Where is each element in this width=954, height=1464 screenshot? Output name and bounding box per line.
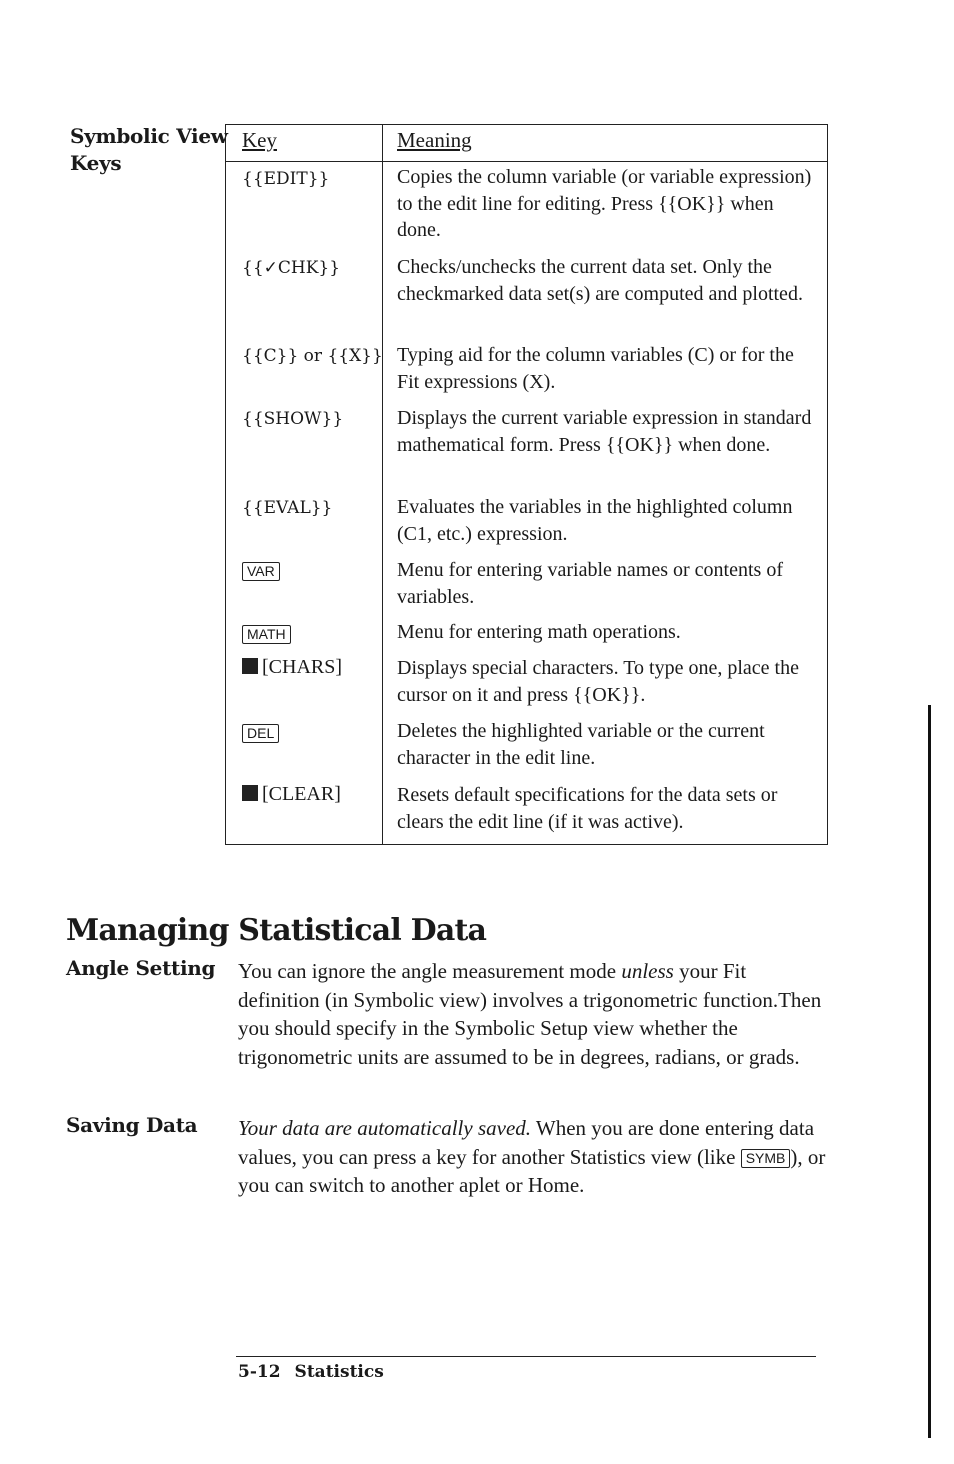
key-table [225, 124, 828, 845]
key-edit: {{EDIT}} [242, 169, 330, 189]
footer-rule [236, 1356, 816, 1357]
meaning-edit: Copies the column variable (or variable expression) to the edit line for editing. Press {{OK}} when done. [397, 166, 812, 241]
meaning-column-header: Meaning [397, 128, 472, 152]
meaning-c-or-x: Typing aid for the column variables (C) or for the Fit expressions (X). [397, 344, 794, 393]
key-chars [242, 654, 342, 681]
meaning-math: Menu for entering math operations. [397, 621, 681, 643]
key-var [242, 557, 280, 584]
key-column-header: Key [242, 128, 277, 152]
meaning-del: Deletes the highlighted variable or the current character in the edit line. [397, 720, 765, 769]
chars-label: [CHARS] [262, 656, 343, 678]
section-title: Managing Statistical Data [66, 913, 487, 948]
key-math [242, 620, 291, 647]
page-number: 5-12 [238, 1362, 281, 1382]
page-footer [238, 1362, 398, 1382]
chapter-name: Statistics [294, 1362, 384, 1382]
key-del [242, 719, 279, 746]
heading-line-1: Symbolic View [70, 124, 228, 148]
meaning-chk: Checks/unchecks the current data set. Only the checkmarked data set(s) are computed and plotted. [397, 256, 803, 305]
symbolic-view-keys-heading [70, 123, 230, 177]
shift-key-icon [242, 658, 258, 674]
heading-line-2: Keys [70, 151, 122, 175]
saving-data-heading: Saving Data [66, 1113, 198, 1137]
emphasis-auto-saved: Your data are automatically saved. [238, 1116, 532, 1140]
key-show: {{SHOW}} [242, 409, 344, 429]
meaning-show: Displays the current variable expression in standard mathematical form. Press {{OK}} when done. [397, 407, 812, 456]
saving-data-paragraph: Your data are automatically saved. When you are done entering data values, you can press a key for another Statistics view (like SYMB ), or you can switch to another aplet or Home. [238, 1116, 826, 1198]
key-clear [242, 781, 341, 808]
key-chk: {{✓CHK}} [242, 258, 341, 278]
meaning-chars: Displays special characters. To type one, place the cursor on it and press {{OK}}. [397, 657, 799, 706]
key-c-or-x: {{C}} or {{X}} [242, 346, 383, 366]
header-divider [226, 161, 827, 162]
column-divider [382, 125, 383, 844]
angle-setting-heading: Angle Setting [66, 956, 216, 980]
page-edge-bar [928, 705, 931, 1438]
meaning-clear: Resets default specifications for the data sets or clears the edit line (if it was active). [397, 784, 778, 833]
del-key: DEL [242, 724, 279, 743]
key-eval: {{EVAL}} [242, 498, 333, 518]
emphasis-unless: unless [621, 959, 674, 983]
var-key: VAR [242, 562, 280, 581]
meaning-var: Menu for entering variable names or contents of variables. [397, 559, 783, 608]
clear-label: [CLEAR] [262, 783, 341, 805]
meaning-eval: Evaluates the variables in the highlighted column (C1, etc.) expression. [397, 496, 793, 545]
angle-setting-paragraph: You can ignore the angle measurement mode unless your Fit definition (in Symbolic view) involves a trigonometric function.Then you should specify in the Symbolic Setup view whether the trigonometric units are assumed to be in degrees, radians, or grads. [238, 959, 822, 1070]
math-key: MATH [242, 625, 291, 644]
symb-key: SYMB [741, 1149, 791, 1168]
shift-key-icon [242, 785, 258, 801]
